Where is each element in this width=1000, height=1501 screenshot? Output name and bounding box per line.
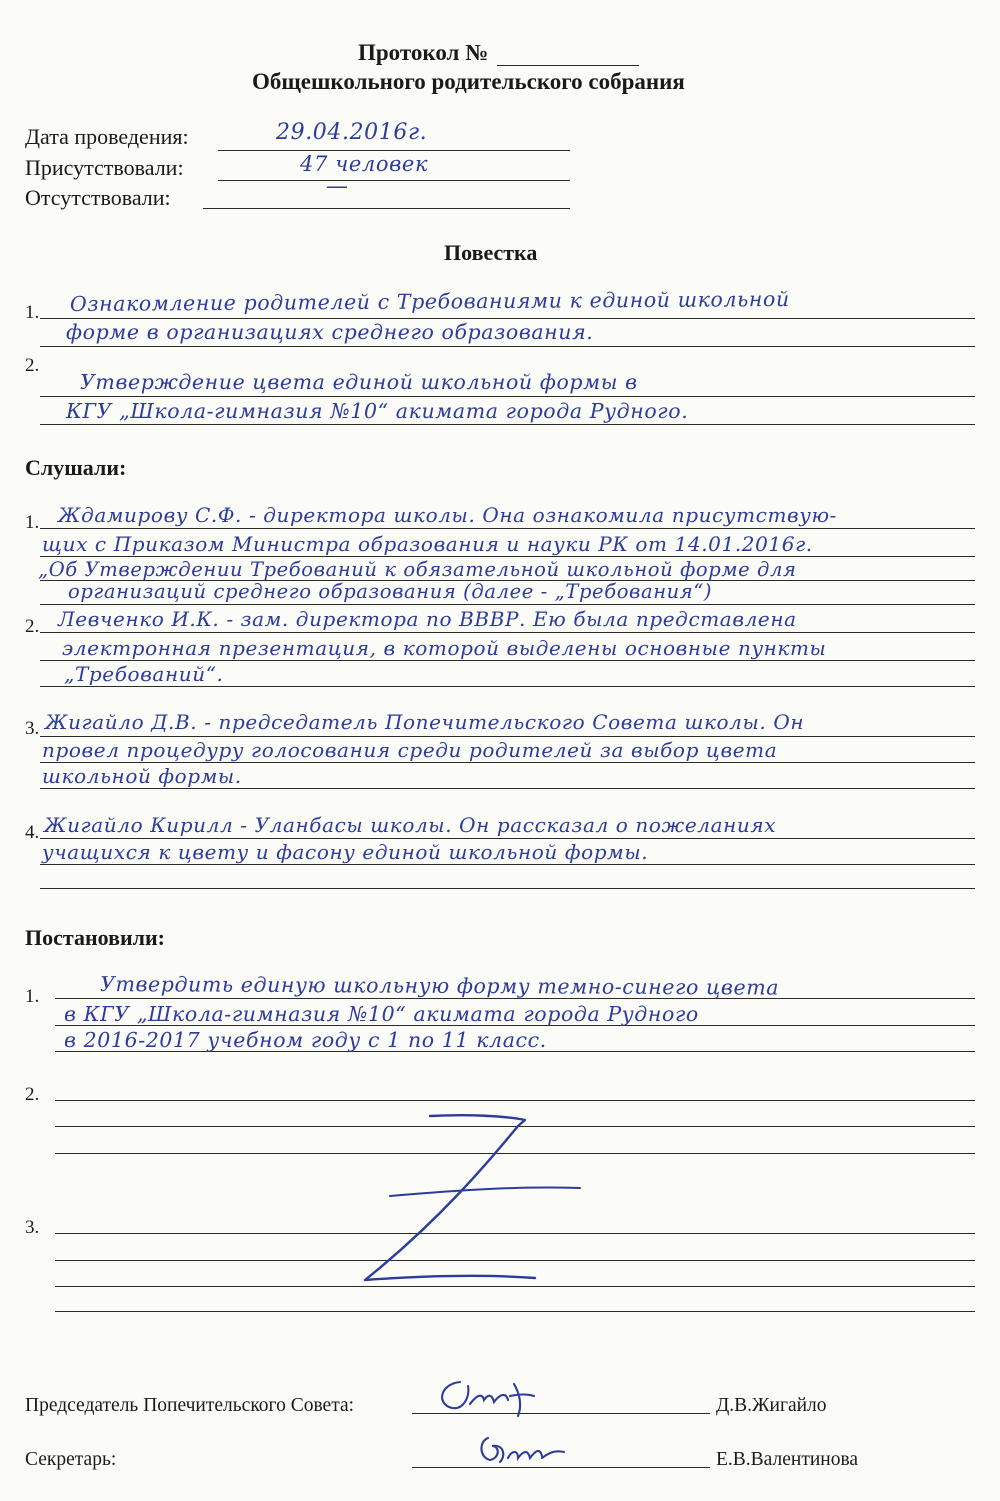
secretary-name: Е.В.Валентинова [716, 1449, 859, 1470]
heard-item-1-line-1: Ждамирову С.Ф. - директора школы. Она ознакомила присутствую- [58, 503, 838, 527]
resolved-item-1-line-1: Утвердить единую школьную форму темно-синего цвета [100, 972, 780, 1000]
chair-label: Председатель Попечительского Совета: [25, 1395, 355, 1416]
heard-item-3-line-1: Жигайло Д.В. - председатель Попечительского Совета школы. Он [45, 710, 805, 734]
secretary-signature [470, 1428, 570, 1472]
rule-line [40, 660, 975, 661]
resolved-item-2-number: 2. [25, 1084, 40, 1105]
rule-line [40, 318, 975, 319]
rule-line [40, 686, 975, 687]
heard-item-1-line-3: „Об Утверждении Требований к обязательной школьной форме для [38, 558, 797, 581]
absent-label: Отсутствовали: [25, 185, 171, 210]
present-value: 47 человек [300, 152, 429, 176]
resolved-item-3-number: 3. [25, 1217, 40, 1238]
heard-item-4-number: 4. [25, 822, 40, 843]
heard-heading: Слушали: [25, 455, 127, 480]
rule-line [40, 396, 975, 397]
protocol-title-text: Протокол № [358, 40, 489, 65]
rule-line [40, 788, 975, 789]
secretary-label: Секретарь: [25, 1449, 117, 1470]
protocol-subtitle: Общешкольного родительского собрания [252, 69, 685, 94]
chair-signature [430, 1374, 540, 1420]
rule-line [40, 762, 975, 763]
rule-line [40, 736, 975, 737]
heard-item-3-line-3: школьной формы. [42, 764, 242, 788]
agenda-item-2-line-1: Утверждение цвета единой школьной формы в [80, 370, 638, 394]
resolved-item-1-line-3: в 2016-2017 учебном году с 1 по 11 класс. [64, 1028, 547, 1052]
heard-item-3-number: 3. [25, 718, 40, 739]
heard-item-2-number: 2. [25, 616, 40, 637]
heard-item-2-line-2: электронная презентация, в которой выделены основные пункты [62, 636, 827, 660]
date-value: 29.04.2016г. [276, 120, 428, 145]
resolved-item-1-number: 1. [25, 986, 40, 1007]
absent-line [203, 208, 570, 209]
rule-line [40, 604, 975, 605]
agenda-item-2-line-2: КГУ „Школа-гимназия №10“ акимата города Рудного. [66, 399, 689, 423]
rule-line [40, 838, 975, 839]
rule-line [40, 424, 975, 425]
date-line [218, 150, 570, 151]
resolved-heading: Постановили: [25, 925, 165, 950]
protocol-title [358, 40, 488, 66]
rule-line [40, 888, 975, 889]
chair-name: Д.В.Жигайло [716, 1395, 827, 1416]
heard-item-1-line-4: организаций среднего образования (далее - „Требования“) [68, 580, 713, 603]
heard-item-2-line-3: „Требований“. [64, 662, 224, 686]
agenda-item-2-number: 2. [25, 355, 40, 376]
rule-line [40, 346, 975, 347]
rule-line [40, 556, 975, 557]
agenda-item-1-number: 1. [25, 302, 40, 323]
rule-line [55, 1311, 975, 1312]
present-line [218, 180, 570, 181]
strike-through-mark [330, 1100, 600, 1300]
protocol-number-line [497, 65, 639, 66]
heard-item-1-line-2: щих с Приказом Министра образования и науки РК от 14.01.2016г. [42, 532, 813, 556]
heard-item-1-number: 1. [25, 512, 40, 533]
heard-item-3-line-2: провел процедуру голосования среди родителей за выбор цвета [42, 738, 778, 762]
resolved-item-1-line-2: в КГУ „Школа-гимназия №10“ акимата города Рудного [64, 1002, 699, 1026]
heard-item-4-line-2: учащихся к цвету и фасону единой школьной формы. [42, 840, 649, 864]
rule-line [40, 632, 975, 633]
present-label: Присутствовали: [25, 155, 184, 180]
agenda-item-1-line-1: Ознакомление родителей с Требованиями к единой школьной [69, 286, 790, 316]
absent-value: — [326, 174, 349, 199]
agenda-item-1-line-2: форме в организациях среднего образования. [66, 320, 594, 344]
date-label: Дата проведения: [25, 124, 189, 149]
heard-item-2-line-1: Левченко И.К. - зам. директора по ВВВР. Ею была представлена [58, 607, 797, 631]
heard-item-4-line-1: Жигайло Кирилл - Уланбасы школы. Он рассказал о пожеланиях [44, 813, 777, 837]
rule-line [40, 864, 975, 865]
agenda-heading: Повестка [444, 240, 538, 265]
rule-line [40, 528, 975, 529]
